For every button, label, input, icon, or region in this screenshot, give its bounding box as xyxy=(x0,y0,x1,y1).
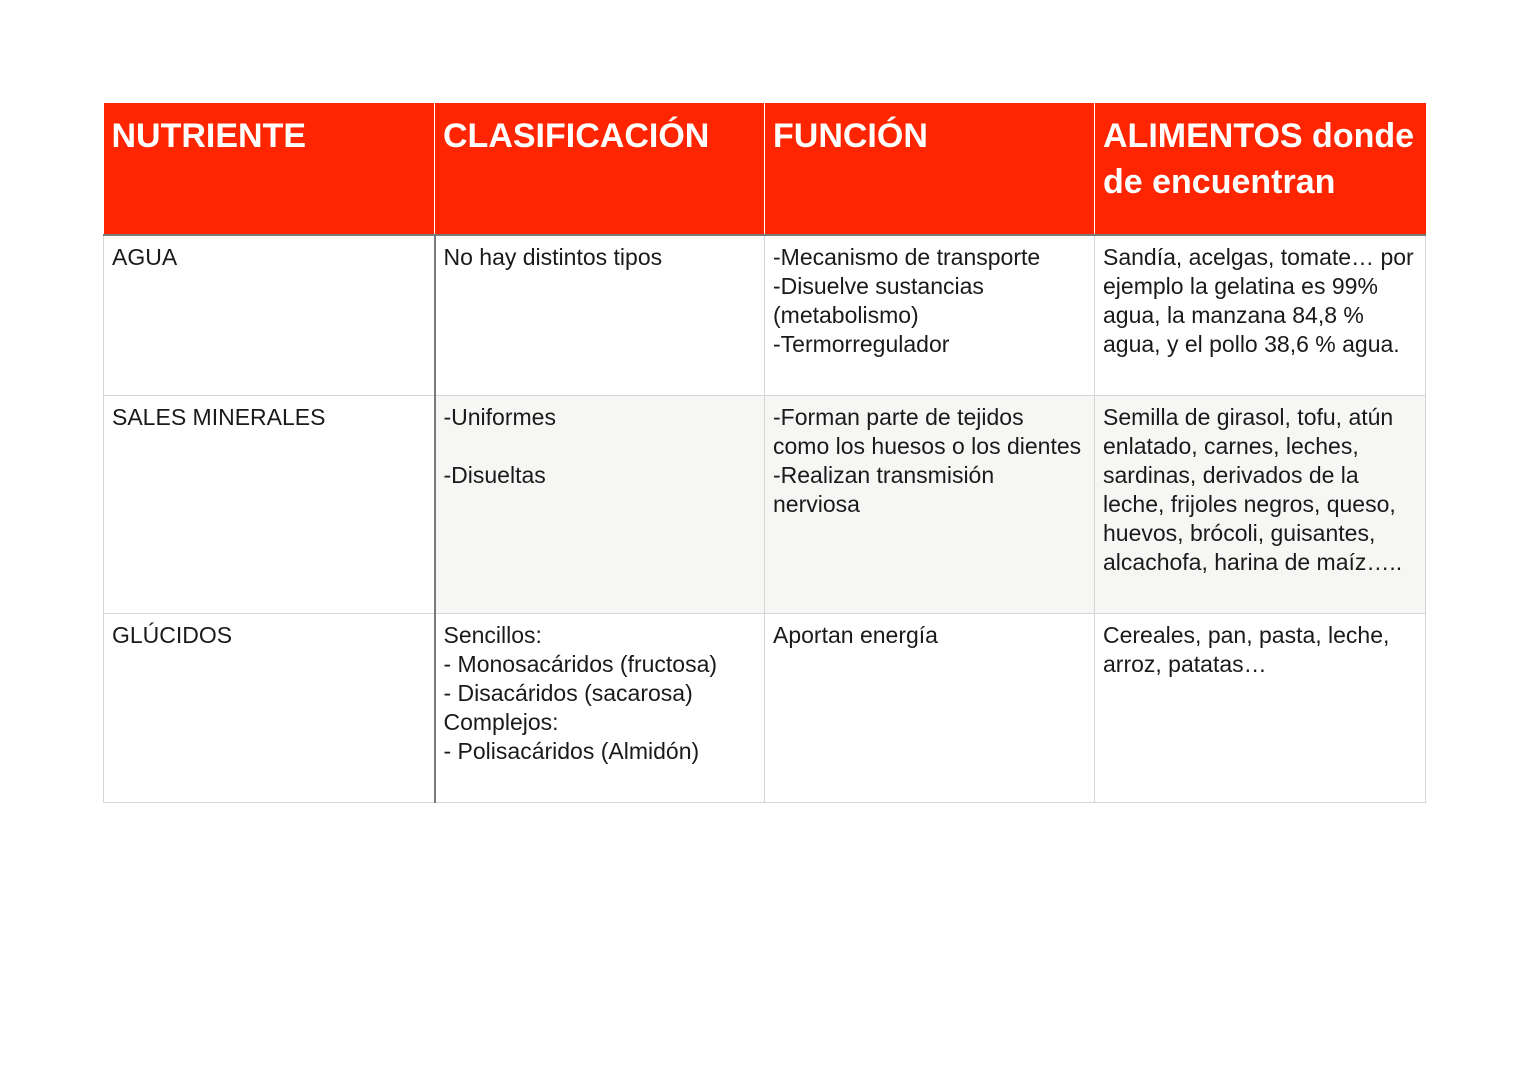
cell-clasificacion: -Uniformes -Disueltas xyxy=(435,395,765,613)
cell-clasificacion: Sencillos: - Monosacáridos (fructosa) - Disacáridos (sacarosa) Complejos: - Polisacáridos (Almidón) xyxy=(435,613,765,802)
nutrient-table xyxy=(103,103,1426,803)
header-alimentos: ALIMENTOS donde de encuentran xyxy=(1095,103,1426,235)
header-nutriente: NUTRIENTE xyxy=(104,103,435,235)
cell-nutriente: AGUA xyxy=(104,235,435,395)
cell-alimentos: Semilla de girasol, tofu, atún enlatado, carnes, leches, sardinas, derivados de la leche, frijoles negros, queso, huevos, brócoli, guisantes, alcachofa, harina de maíz….. xyxy=(1095,395,1426,613)
cell-funcion: Aportan energía xyxy=(765,613,1095,802)
header-funcion: FUNCIÓN xyxy=(765,103,1095,235)
cell-funcion: -Mecanismo de transporte -Disuelve sustancias (metabolismo) -Termorregulador xyxy=(765,235,1095,395)
header-clasificacion: CLASIFICACIÓN xyxy=(435,103,765,235)
cell-alimentos: Sandía, acelgas, tomate… por ejemplo la gelatina es 99% agua, la manzana 84,8 % agua, y el pollo 38,6 % agua. xyxy=(1095,235,1426,395)
cell-funcion: -Forman parte de tejidos como los huesos o los dientes -Realizan transmisión nerviosa xyxy=(765,395,1095,613)
table-row xyxy=(104,395,1426,613)
cell-nutriente: GLÚCIDOS xyxy=(104,613,435,802)
table-header-row xyxy=(104,103,1426,235)
table-row xyxy=(104,613,1426,802)
cell-nutriente: SALES MINERALES xyxy=(104,395,435,613)
cell-alimentos: Cereales, pan, pasta, leche, arroz, patatas… xyxy=(1095,613,1426,802)
cell-clasificacion: No hay distintos tipos xyxy=(435,235,765,395)
nutrient-table-container xyxy=(103,103,1425,803)
table-row xyxy=(104,235,1426,395)
